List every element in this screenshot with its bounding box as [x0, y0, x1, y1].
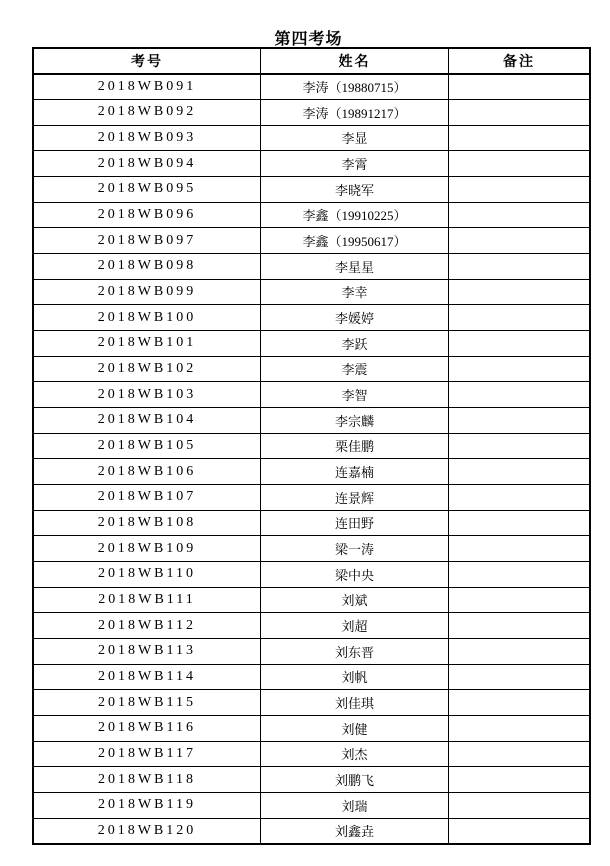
table-row [33, 715, 590, 741]
exam-number-cell: 2018WB105 [33, 433, 261, 459]
remark-cell [449, 818, 591, 844]
exam-number-cell: 2018WB103 [33, 382, 261, 408]
exam-number-cell: 2018WB094 [33, 151, 261, 177]
name-cell: 李霄 [261, 151, 449, 177]
exam-number-cell: 2018WB099 [33, 279, 261, 305]
remark-cell [449, 330, 591, 356]
name-cell: 李星星 [261, 253, 449, 279]
exam-number-cell: 2018WB100 [33, 305, 261, 331]
table-row [33, 818, 590, 844]
remark-cell [449, 561, 591, 587]
table-row [33, 228, 590, 254]
remark-cell [449, 356, 591, 382]
name-cell: 连田野 [261, 510, 449, 536]
header-remark: 备注 [449, 48, 591, 74]
table-row [33, 433, 590, 459]
name-cell: 刘超 [261, 613, 449, 639]
name-cell: 李鑫（19910225） [261, 202, 449, 228]
exam-number-cell: 2018WB109 [33, 536, 261, 562]
remark-cell [449, 690, 591, 716]
exam-number-cell: 2018WB104 [33, 407, 261, 433]
table-row [33, 279, 590, 305]
header-row [33, 48, 590, 74]
name-cell: 连景辉 [261, 484, 449, 510]
name-cell: 栗佳鹏 [261, 433, 449, 459]
exam-number-cell: 2018WB091 [33, 74, 261, 100]
table-row [33, 99, 590, 125]
remark-cell [449, 305, 591, 331]
name-cell: 梁中央 [261, 561, 449, 587]
exam-number-cell: 2018WB112 [33, 613, 261, 639]
name-cell: 刘健 [261, 715, 449, 741]
name-cell: 连嘉楠 [261, 459, 449, 485]
name-cell: 刘鑫垚 [261, 818, 449, 844]
name-cell: 刘杰 [261, 741, 449, 767]
exam-number-cell: 2018WB110 [33, 561, 261, 587]
name-cell: 李宗麟 [261, 407, 449, 433]
name-cell: 刘东晋 [261, 638, 449, 664]
name-cell: 刘佳琪 [261, 690, 449, 716]
exam-number-cell: 2018WB107 [33, 484, 261, 510]
table-row [33, 330, 590, 356]
name-cell: 李媛婷 [261, 305, 449, 331]
remark-cell [449, 407, 591, 433]
name-cell: 李涛（19891217） [261, 99, 449, 125]
exam-number-cell: 2018WB092 [33, 99, 261, 125]
remark-cell [449, 613, 591, 639]
table-row [33, 74, 590, 100]
name-cell: 李智 [261, 382, 449, 408]
table-row [33, 407, 590, 433]
remark-cell [449, 510, 591, 536]
name-cell: 刘帆 [261, 664, 449, 690]
exam-number-cell: 2018WB120 [33, 818, 261, 844]
table-row [33, 484, 590, 510]
remark-cell [449, 99, 591, 125]
table-row [33, 587, 590, 613]
remark-cell [449, 433, 591, 459]
table-row [33, 638, 590, 664]
exam-number-cell: 2018WB119 [33, 792, 261, 818]
header-exam-number: 考号 [33, 48, 261, 74]
remark-cell [449, 279, 591, 305]
exam-number-cell: 2018WB097 [33, 228, 261, 254]
exam-number-cell: 2018WB095 [33, 176, 261, 202]
exam-number-cell: 2018WB102 [33, 356, 261, 382]
remark-cell [449, 176, 591, 202]
name-cell: 李幸 [261, 279, 449, 305]
table-row [33, 792, 590, 818]
name-cell: 李涛（19880715） [261, 74, 449, 100]
exam-number-cell: 2018WB096 [33, 202, 261, 228]
remark-cell [449, 638, 591, 664]
remark-cell [449, 125, 591, 151]
table-row [33, 151, 590, 177]
remark-cell [449, 715, 591, 741]
exam-number-cell: 2018WB101 [33, 330, 261, 356]
name-cell: 刘瑞 [261, 792, 449, 818]
exam-number-cell: 2018WB108 [33, 510, 261, 536]
roster-table-body [33, 74, 590, 844]
table-row [33, 356, 590, 382]
remark-cell [449, 587, 591, 613]
name-cell: 梁一涛 [261, 536, 449, 562]
exam-number-cell: 2018WB114 [33, 664, 261, 690]
exam-number-cell: 2018WB098 [33, 253, 261, 279]
remark-cell [449, 151, 591, 177]
exam-number-cell: 2018WB106 [33, 459, 261, 485]
remark-cell [449, 767, 591, 793]
name-cell: 刘鹏飞 [261, 767, 449, 793]
exam-number-cell: 2018WB115 [33, 690, 261, 716]
name-cell: 李鑫（19950617） [261, 228, 449, 254]
table-row [33, 536, 590, 562]
table-row [33, 741, 590, 767]
table-row [33, 176, 590, 202]
exam-number-cell: 2018WB116 [33, 715, 261, 741]
exam-number-cell: 2018WB111 [33, 587, 261, 613]
exam-number-cell: 2018WB117 [33, 741, 261, 767]
table-row [33, 664, 590, 690]
roster-table [32, 47, 591, 845]
remark-cell [449, 536, 591, 562]
name-cell: 李震 [261, 356, 449, 382]
table-row [33, 690, 590, 716]
table-row [33, 561, 590, 587]
table-row [33, 382, 590, 408]
remark-cell [449, 792, 591, 818]
name-cell: 刘斌 [261, 587, 449, 613]
exam-number-cell: 2018WB093 [33, 125, 261, 151]
name-cell: 李晓军 [261, 176, 449, 202]
header-name: 姓名 [261, 48, 449, 74]
table-row [33, 510, 590, 536]
exam-number-cell: 2018WB113 [33, 638, 261, 664]
remark-cell [449, 228, 591, 254]
table-row [33, 459, 590, 485]
table-row [33, 202, 590, 228]
exam-number-cell: 2018WB118 [33, 767, 261, 793]
remark-cell [449, 202, 591, 228]
table-row [33, 305, 590, 331]
remark-cell [449, 459, 591, 485]
page-title: 第四考场 [274, 31, 343, 48]
remark-cell [449, 253, 591, 279]
table-row [33, 767, 590, 793]
remark-cell [449, 74, 591, 100]
table-row [33, 125, 590, 151]
name-cell: 李跃 [261, 330, 449, 356]
remark-cell [449, 484, 591, 510]
table-row [33, 253, 590, 279]
remark-cell [449, 664, 591, 690]
table-row [33, 613, 590, 639]
remark-cell [449, 382, 591, 408]
remark-cell [449, 741, 591, 767]
name-cell: 李显 [261, 125, 449, 151]
